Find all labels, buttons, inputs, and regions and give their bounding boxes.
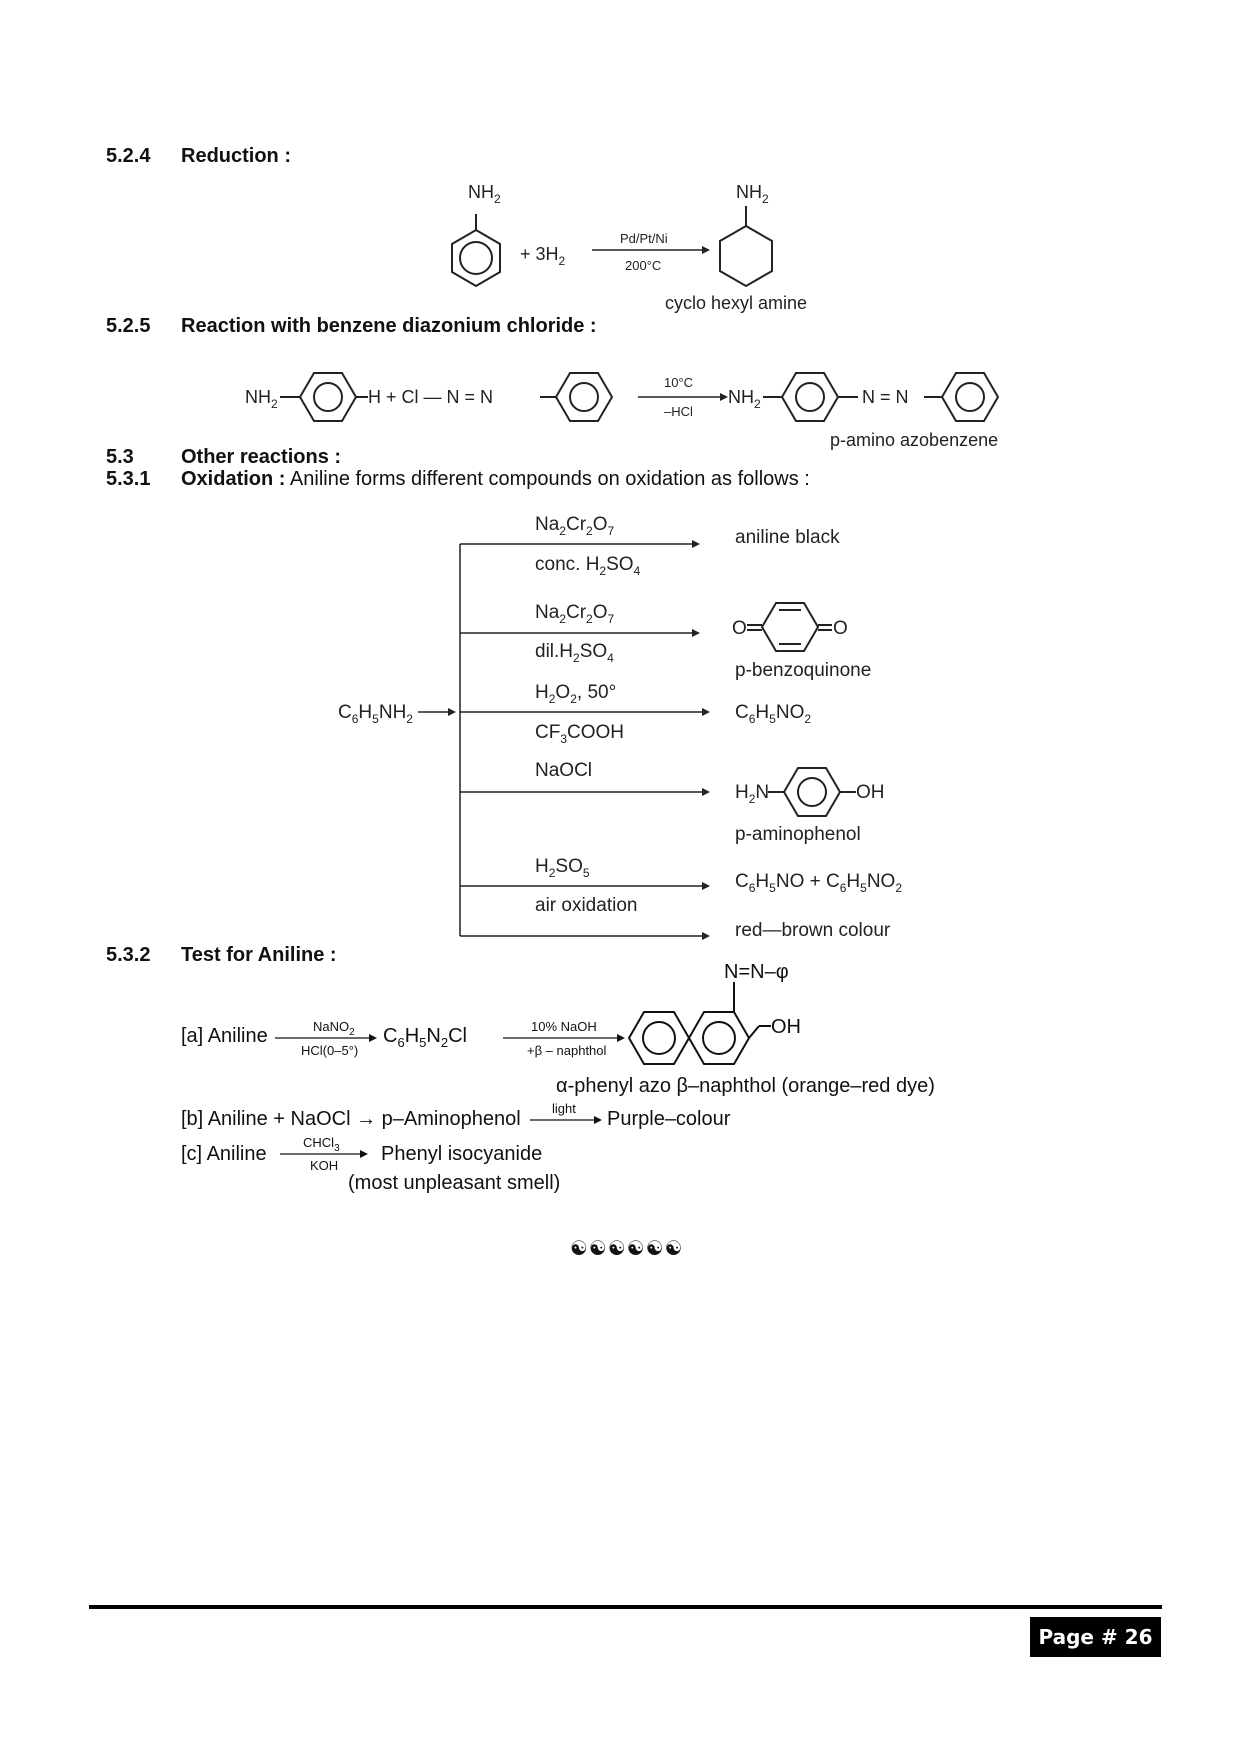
reduction-equation [420,170,860,320]
condition-top: CHCl$_3$ [303,1135,340,1154]
section-number: 5.3.1 [106,468,151,490]
test-c-label: [c] Aniline [181,1143,267,1165]
section-title: Test for Aniline : [181,944,337,966]
benzene-ring [452,214,500,286]
section-title: Other reactions : [181,446,342,468]
diazo-coupling-equation [240,355,1030,455]
temperature-label: 200°C [625,258,662,273]
condition-top: 10°C [664,375,694,390]
test-c-note: (most unpleasant smell) [348,1172,561,1194]
product-nitroso-nitro: $C_6H_5NO + C_6H_5NO_2$ [735,871,903,895]
branch-reagent-below: $CF_3COOH$ [535,722,625,746]
benzoquinone-structure [732,603,848,651]
catalyst-label: Pd/Pt/Ni [620,231,668,246]
benzene-ring [556,373,612,421]
diazonium-reagent: H + Cl — N = N [368,387,494,407]
benzene-ring [300,373,356,421]
cyclohexane-ring [720,206,772,286]
section-number: 5.3 [106,446,134,468]
benzene-ring [782,373,838,421]
test-a-equation [175,958,975,1108]
test-b-product: Purple–colour [607,1108,731,1130]
branch-reagent-above: $H_2SO_5$ [535,856,590,880]
test-a-label: [a] Aniline [181,1025,268,1047]
svg-text:OH: OH [856,782,885,803]
product-red-brown: red—brown colour [735,920,891,941]
footer-divider [89,1605,1162,1609]
product-nitrobenzene: $C_6H_5NO_2$ [735,702,812,726]
condition-top: 10% NaOH [531,1019,597,1034]
svg-text:O: O [732,618,747,639]
svg-text:H2N: $H_2N$ [735,782,770,806]
condition-bottom: +β – naphthol [527,1043,607,1058]
section-number: 5.3.2 [106,944,151,966]
condition-top: NaNO$_2$ [313,1019,355,1038]
test-b-arrow [528,1100,608,1134]
branch-reagent-above: NaOCl [535,760,593,781]
amine-group-label: $NH_2$ [468,182,501,206]
product-amine-label: $NH_2$ [736,182,769,206]
section-title: Reduction : [181,145,291,167]
condition-top: light [552,1101,576,1116]
test-b-label: [b] Aniline + NaOCl → p–Aminophenol [181,1108,521,1130]
reactant-label: $C_6H_5NH_2$ [338,702,413,726]
branch-reagent-above: $Na_2Cr_2O_7$ [535,514,615,538]
hydroxyl-label: OH [771,1016,801,1038]
section-title: Reaction with benzene diazonium chloride : [181,315,597,337]
branch-reagent-below: $dil.H_2SO_4$ [535,641,614,665]
azo-substituent: N=N–φ [724,961,789,983]
svg-text:O: O [833,618,848,639]
section-number: 5.2.4 [106,145,151,167]
branch-reagent-below: air oxidation [535,895,638,916]
section-title: Oxidation : [181,468,286,490]
condition-bottom: HCl(0–5°) [301,1043,359,1058]
oxidation-intro [181,468,810,491]
section-end-ornament: ☯☯☯☯☯☯ [570,1236,684,1260]
naphthol-structure [629,982,771,1064]
section-number: 5.2.5 [106,315,151,337]
condition-bottom: KOH [310,1158,339,1173]
product-aniline-black: aniline black [735,527,840,548]
oxidation-scheme [330,500,950,950]
branch-reagent-above: $H_2O_2$, 50° [535,682,617,706]
section-text: Aniline forms different compounds on oxidation as follows : [289,468,810,490]
product-aminophenol: p-aminophenol [735,824,861,845]
aminophenol-structure [735,768,885,816]
test-a-product: α-phenyl azo β–naphthol (orange–red dye) [556,1075,935,1097]
benzene-ring [942,373,998,421]
product-name: p-amino azobenzene [830,430,999,450]
product-benzoquinone: p-benzoquinone [735,660,872,681]
condition-bottom: –HCl [664,404,693,419]
hydrogen-reagent: + $3H_2$ [520,244,566,268]
test-c-arrow [278,1132,373,1174]
test-c-product: Phenyl isocyanide [381,1143,543,1165]
product-amine-label: $NH_2$ [728,387,761,411]
azo-link: N = N [862,387,909,407]
branch-reagent-below: conc. $H_2SO_4$ [535,554,641,578]
product-name: cyclo hexyl amine [665,293,808,313]
page-number-badge: Page # 26 [1030,1617,1161,1657]
branch-reagent-above: $Na_2Cr_2O_7$ [535,602,615,626]
intermediate-label: $C_6H_5N_2Cl$ [383,1025,467,1050]
amine-group-label: $NH_2$ [245,387,278,411]
